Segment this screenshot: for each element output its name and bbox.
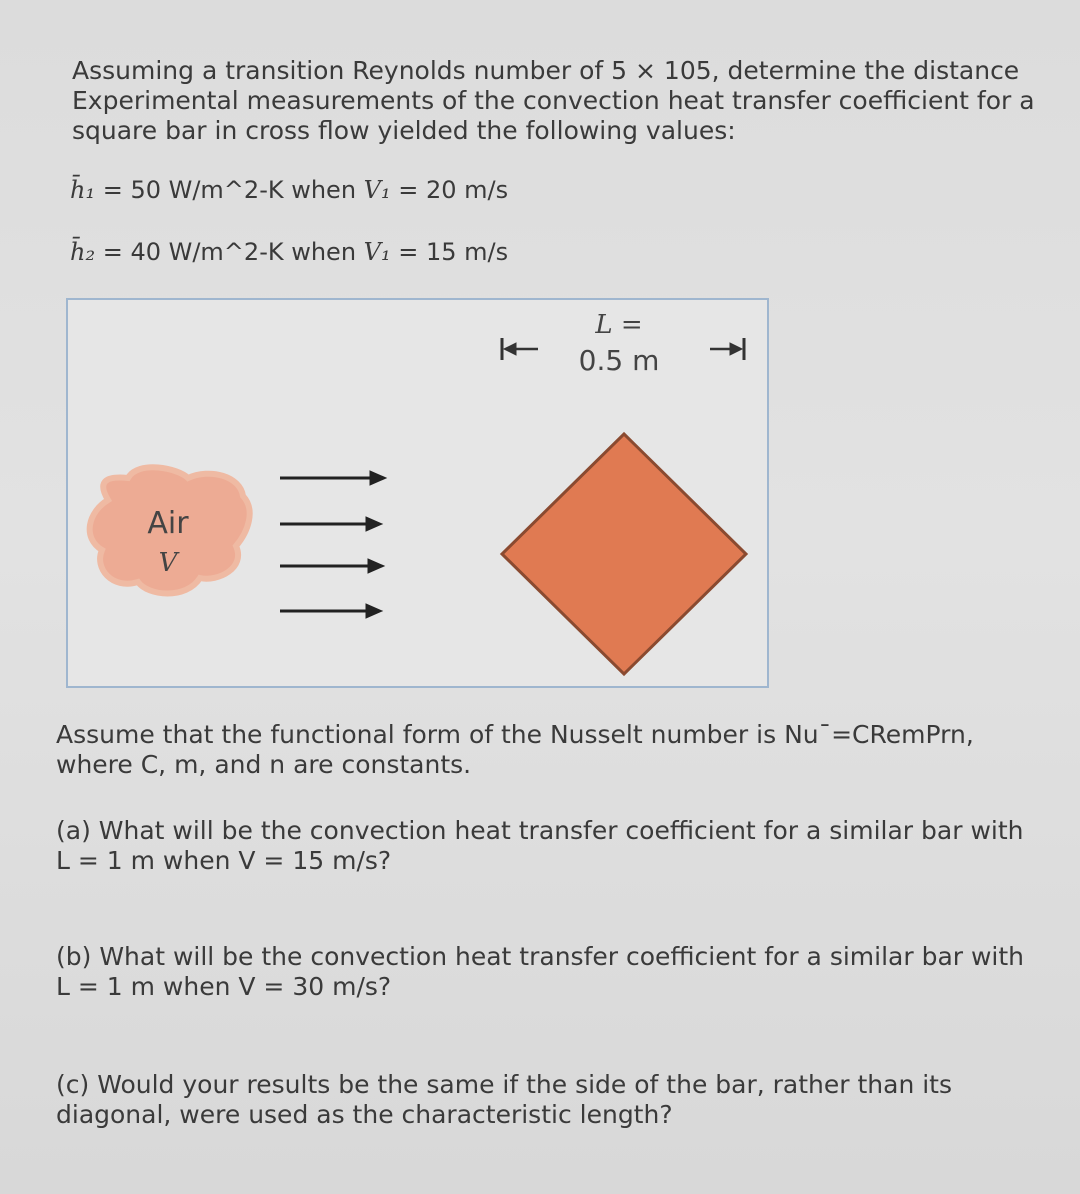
intro-line-3: square bar in cross flow yielded the following values:: [72, 116, 736, 145]
question-c-line-1: (c) Would your results be the same if the side of the bar, rather than its: [56, 1070, 953, 1099]
dimension-left-arrow: [502, 338, 538, 360]
question-b-line-2: L = 1 m when V = 30 m/s?: [56, 972, 392, 1001]
question-c: [56, 1070, 1066, 1130]
dimension-symbol: L =: [595, 310, 643, 340]
intro-line-2: Experimental measurements of the convection heat transfer coefficient for a: [72, 86, 1035, 115]
h2-value-text: = 40 W/m^2-K when: [95, 238, 364, 266]
v2-symbol: V₁: [363, 238, 391, 266]
h2-symbol: h̄₂: [70, 238, 96, 266]
question-a-line-1: (a) What will be the convection heat transfer coefficient for a similar bar with: [56, 816, 1024, 845]
h1-equation: [70, 176, 508, 204]
h2-equation: [70, 238, 508, 266]
flow-arrows: [280, 471, 386, 618]
intro-line-1: Assuming a transition Reynolds number of 5 × 105, determine the distance: [72, 56, 1020, 85]
question-c-line-2: diagonal, were used as the characteristic length?: [56, 1100, 673, 1129]
square-bar-figure: [66, 298, 769, 688]
square-bar-diamond: [502, 434, 746, 674]
assumption-paragraph: [56, 720, 1066, 780]
intro-paragraph: [72, 56, 1052, 146]
assumption-line-1: Assume that the functional form of the Nusselt number is Nu¯=CRemPrn,: [56, 720, 974, 749]
v2-value-text: = 15 m/s: [390, 238, 509, 266]
v1-symbol: V₁: [363, 176, 391, 204]
question-b: [56, 942, 1066, 1002]
air-label: Air: [147, 506, 189, 541]
question-b-line-1: (b) What will be the convection heat transfer coefficient for a similar bar with: [56, 942, 1025, 971]
dimension-value: 0.5 m: [578, 344, 660, 377]
question-a: [56, 816, 1066, 876]
h1-value-text: = 50 W/m^2-K when: [95, 176, 364, 204]
h1-symbol: h̄₁: [70, 176, 96, 204]
v1-value-text: = 20 m/s: [390, 176, 509, 204]
assumption-line-2: where C, m, and n are constants.: [56, 750, 472, 779]
dimension-right-arrow: [710, 338, 744, 360]
velocity-label: V: [158, 548, 178, 578]
question-a-line-2: L = 1 m when V = 15 m/s?: [56, 846, 392, 875]
